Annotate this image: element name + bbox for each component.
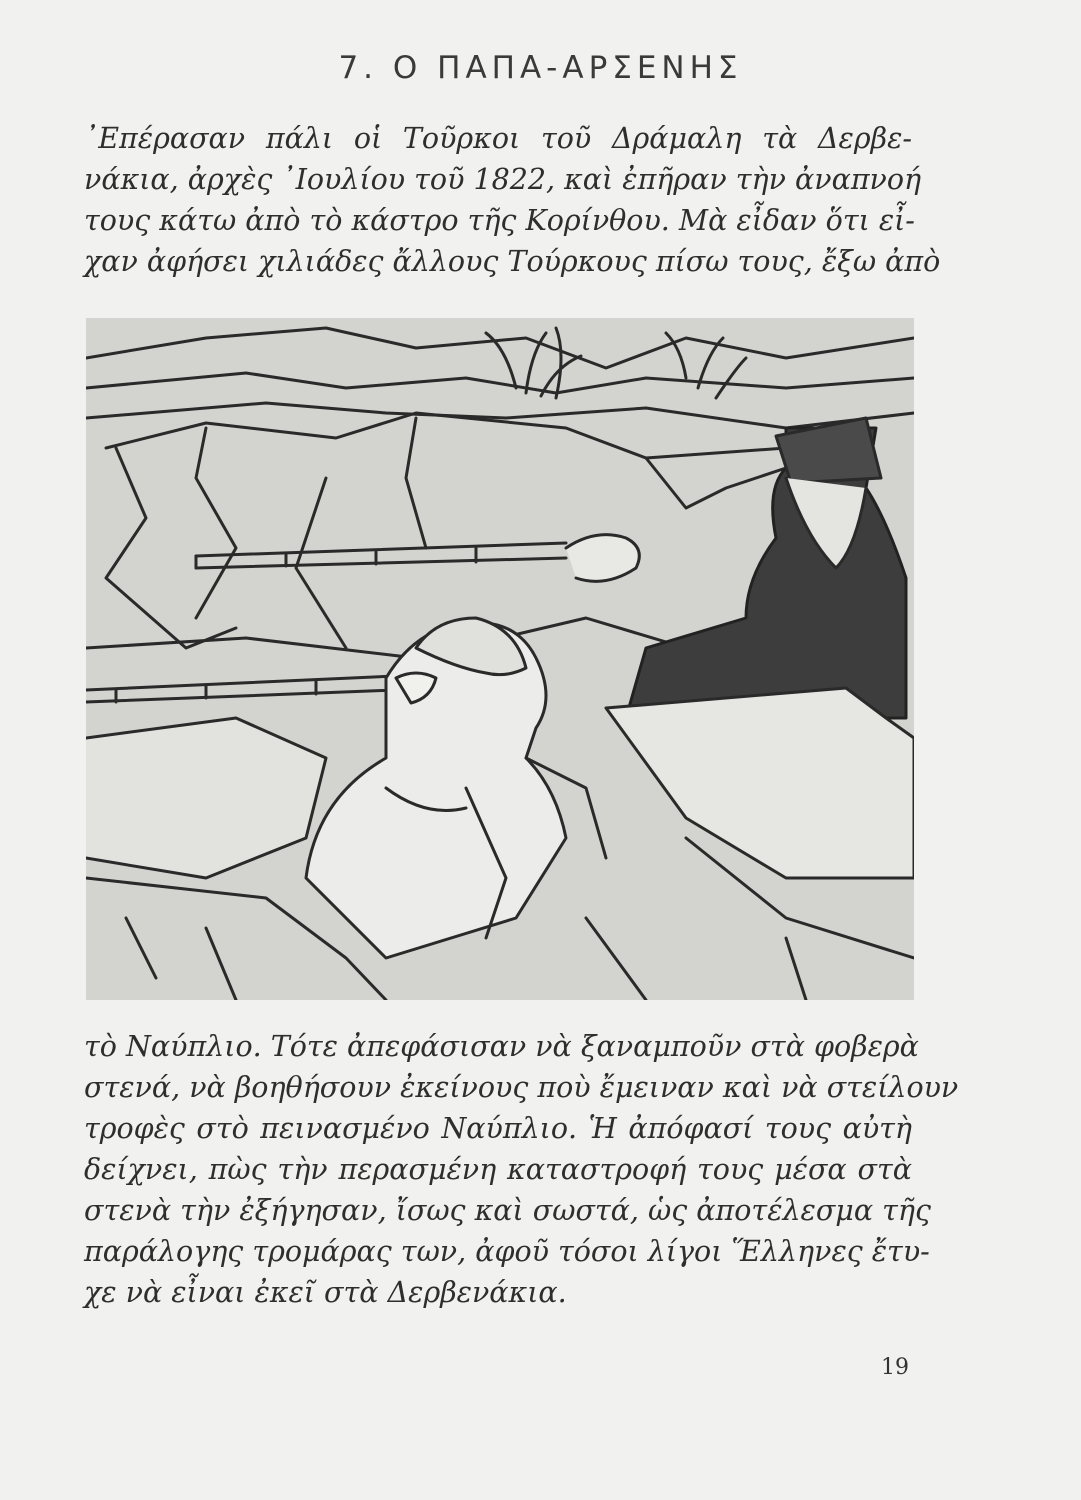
text-line: παράλογης τρομάρας των, ἀφοῦ τόσοι λίγοι Ἕλληνες ἔτυ- [84, 1235, 930, 1268]
text-line: νάκια, ἀρχὲς ᾿Ιουλίου τοῦ 1822, καὶ ἐπῆραν τὴν ἀναπνοή [84, 163, 922, 196]
woodcut-illustration [86, 318, 914, 1000]
text-line: τροφὲς στὸ πεινασμένο Ναύπλιο. Ἡ ἀπόφασί τους αὐτὴ [84, 1112, 912, 1145]
paragraph-continuation [84, 1026, 959, 1313]
text-line: τους κάτω ἀπὸ τὸ κάστρο τῆς Κορίνθου. Μὰ εἶδαν ὅτι εἶ- [84, 204, 915, 237]
text-line: χε νὰ εἶναι ἐκεῖ στὰ Δερβενάκια. [84, 1276, 567, 1309]
text-line: στενά, νὰ βοηθήσουν ἐκείνους ποὺ ἔμειναν καὶ νὰ στείλουν [84, 1071, 959, 1104]
text-line: δείχνει, πὼς τὴν περασμένη καταστροφή τους μέσα στὰ [84, 1153, 912, 1186]
chapter-title: 7. Ο ΠΑΠΑ-ΑΡΣΕΝΗΣ [338, 50, 743, 86]
text-line: ᾿Επέρασαν πάλι οἱ Τοῦρκοι τοῦ Δράμαλη τὰ Δερβε- [84, 122, 912, 155]
paragraph-intro [84, 118, 941, 282]
text-line: τὸ Ναύπλιο. Τότε ἀπεφάσισαν νὰ ξαναμποῦν στὰ φοβερὰ [84, 1030, 919, 1063]
text-line: στενὰ τὴν ἐξήγησαν, ἴσως καὶ σωστά, ὡς ἀποτέλεσμα τῆς [84, 1194, 931, 1227]
page-number: 19 [881, 1355, 909, 1380]
text-line: χαν ἀφήσει χιλιάδες ἄλλους Τούρκους πίσω τους, ἔξω ἀπὸ [84, 245, 941, 278]
